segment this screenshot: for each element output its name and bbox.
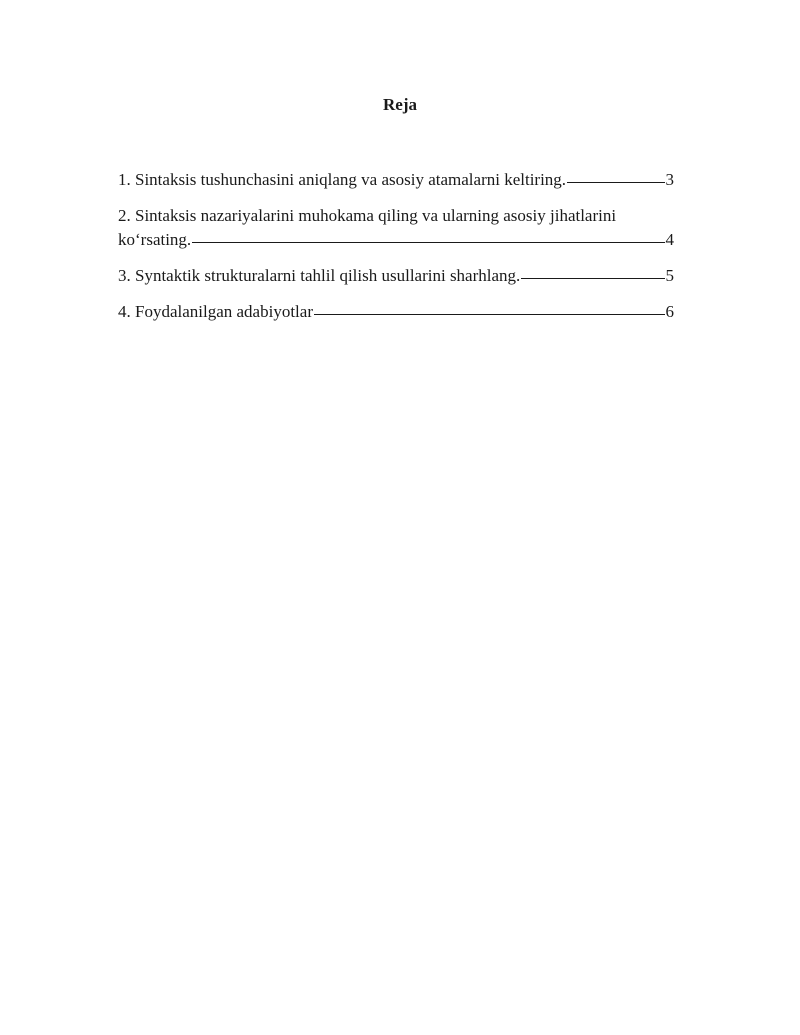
toc-entry-text-line1: 2. Sintaksis nazariyalarini muhokama qiling va ularning asosiy jihatlarini bbox=[118, 206, 617, 225]
toc-leader-line bbox=[567, 166, 664, 183]
toc-entry-text: 1. Sintaksis tushunchasini aniqlang va asosiy atamalarni keltiring. bbox=[118, 170, 567, 189]
toc-page-number: 5 bbox=[665, 266, 674, 285]
toc-entry-text: 4. Foydalanilgan adabiyotlar bbox=[118, 302, 313, 321]
toc-entry-4[interactable] bbox=[118, 300, 674, 324]
toc-leader-line bbox=[314, 298, 665, 315]
document-title: Reja bbox=[383, 95, 417, 114]
toc-entry-text-line2: koʻrsating. bbox=[118, 230, 192, 249]
toc-page-number: 4 bbox=[665, 230, 674, 249]
toc-leader-line bbox=[192, 226, 664, 243]
toc-page-number: 3 bbox=[665, 170, 674, 189]
toc-entry-2[interactable] bbox=[118, 204, 674, 252]
toc-page-number: 6 bbox=[665, 302, 674, 321]
toc-entry-text: 3. Syntaktik strukturalarni tahlil qilish usullarini sharhlang. bbox=[118, 266, 521, 285]
toc-leader-line bbox=[521, 262, 664, 279]
table-of-contents bbox=[118, 168, 674, 336]
toc-entry-1[interactable] bbox=[118, 168, 674, 192]
toc-entry-3[interactable] bbox=[118, 264, 674, 288]
